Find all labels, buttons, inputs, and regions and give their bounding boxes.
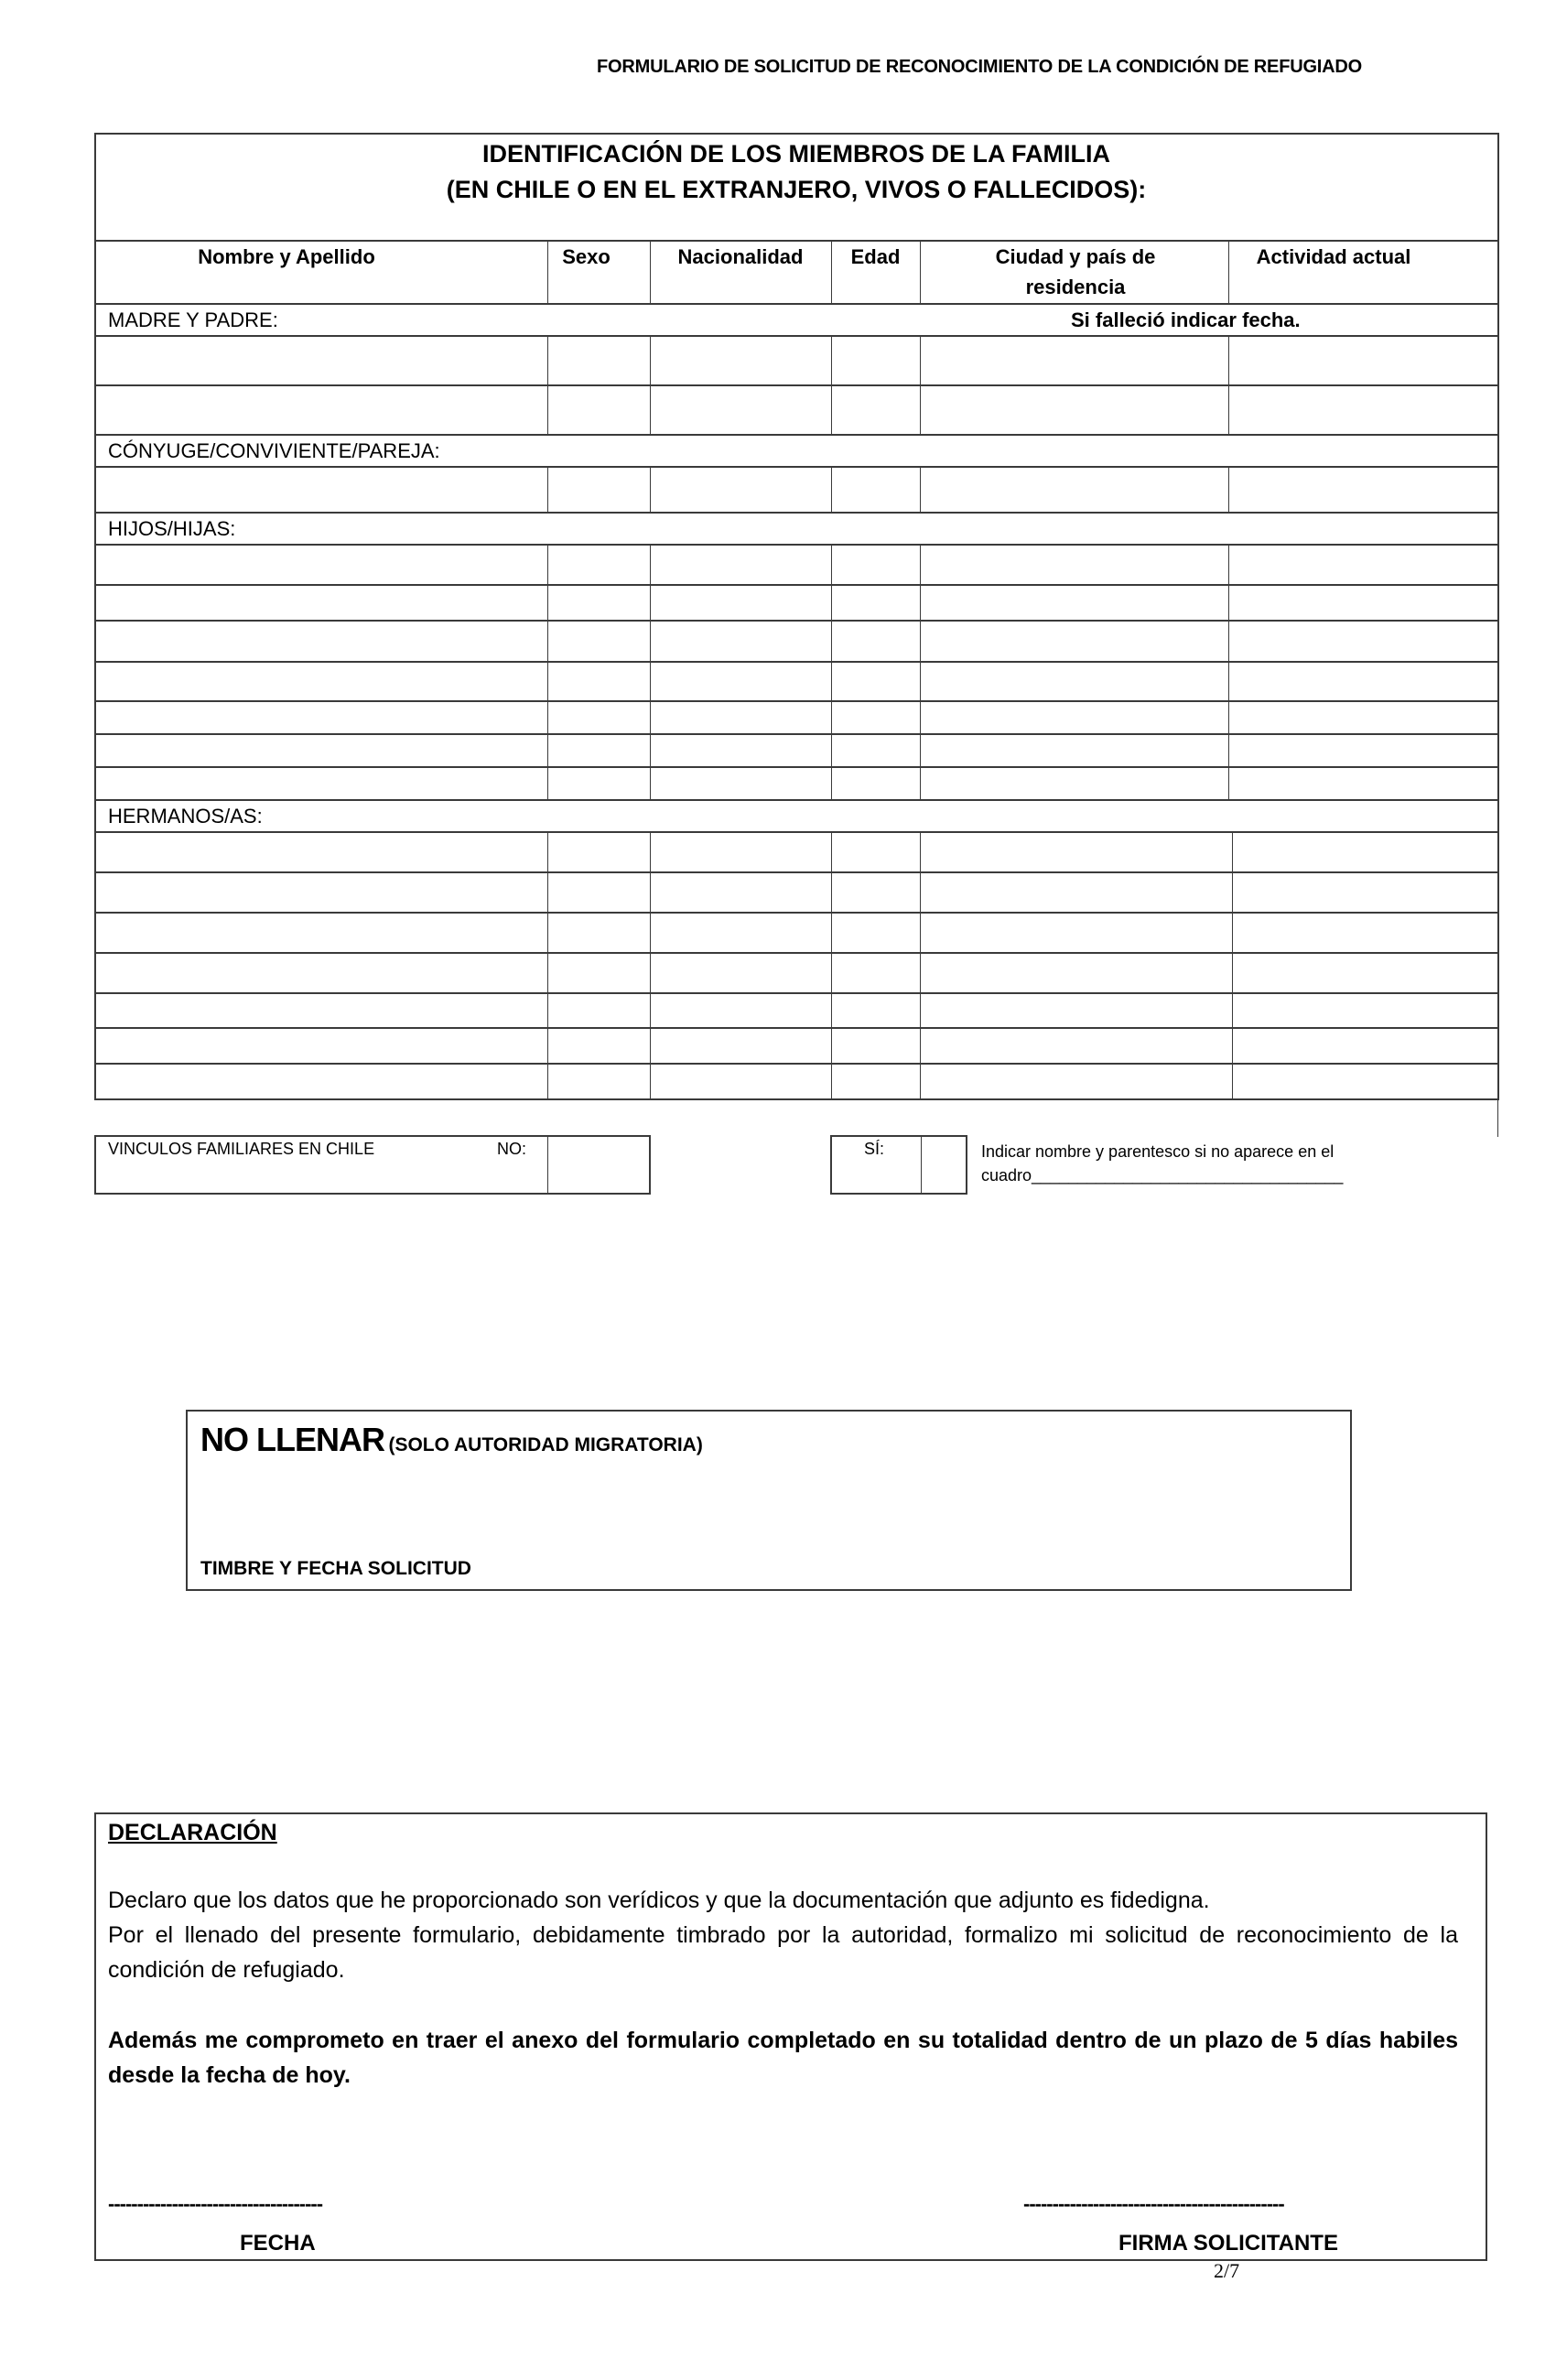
declaration-body [108, 1883, 1458, 1987]
section-children-label: HIJOS/HIJAS: [108, 517, 236, 540]
no-checkbox[interactable] [549, 1137, 649, 1193]
declaration-paragraph-1: Declaro que los datos que he proporcionado son verídicos y que la documentación que adjunto es fidedigna. [108, 1888, 1210, 1913]
section-siblings-label: HERMANOS/AS: [108, 805, 263, 828]
row-divider [94, 434, 1499, 436]
table-title: IDENTIFICACIÓN DE LOS MIEMBROS DE LA FAMILIA [482, 140, 1110, 168]
table-edge [1497, 1098, 1498, 1137]
yes-label: SÍ: [864, 1140, 885, 1158]
official-use-box [186, 1410, 1352, 1591]
sibling-row-3[interactable] [96, 914, 1497, 952]
row-divider [94, 512, 1499, 514]
form-title-header: FORMULARIO DE SOLICITUD DE RECONOCIMIENTO DE LA CONDICIÓN DE REFUGIADO [597, 57, 1363, 77]
applicant-signature-line[interactable]: --------------------------------------------- [1023, 2192, 1284, 2215]
parent-row-2[interactable] [96, 386, 1497, 434]
family-ties-label: VINCULOS FAMILIARES EN CHILE [108, 1140, 375, 1158]
child-row-7[interactable] [96, 768, 1497, 799]
col-divider [921, 1135, 922, 1195]
table-subtitle: (EN CHILE O EN EL EXTRANJERO, VIVOS O FALLECIDOS): [446, 176, 1147, 203]
parent-row-1[interactable] [96, 337, 1497, 384]
col-divider [920, 240, 921, 303]
date-label: FECHA [240, 2231, 316, 2256]
sibling-row-7[interactable] [96, 1065, 1497, 1098]
yes-checkbox[interactable] [923, 1137, 966, 1193]
ties-instruction-line2 [981, 1163, 1343, 1187]
col-header-activity: Actividad actual [1256, 245, 1411, 268]
col-header-name: Nombre y Apellido [198, 245, 375, 268]
date-signature-line[interactable]: ------------------------------------- [108, 2192, 323, 2215]
deceased-date-note: Si falleció indicar fecha. [1071, 308, 1301, 331]
col-header-nationality: Nacionalidad [677, 245, 804, 268]
section-spouse-label: CÓNYUGE/CONVIVIENTE/PAREJA: [108, 439, 440, 462]
section-parents-label: MADRE Y PADRE: [108, 308, 278, 331]
child-row-1[interactable] [96, 546, 1497, 584]
child-row-2[interactable] [96, 586, 1497, 620]
do-not-fill-title: NO LLENAR [200, 1421, 384, 1458]
col-divider [547, 1135, 548, 1195]
sibling-row-2[interactable] [96, 873, 1497, 912]
row-divider [94, 303, 1499, 305]
sibling-row-1[interactable] [96, 833, 1497, 871]
child-row-6[interactable] [96, 735, 1497, 766]
sibling-row-6[interactable] [96, 1029, 1497, 1063]
relatives-blank-field[interactable]: __________________________________ [1032, 1166, 1344, 1185]
col-header-residence: Ciudad y país de residencia [995, 245, 1156, 298]
applicant-signature-label: FIRMA SOLICITANTE [1118, 2231, 1338, 2256]
no-label: NO: [497, 1140, 527, 1158]
page-number: 2/7 [1214, 2259, 1240, 2282]
declaration-commitment: Además me comprometo en traer el anexo del formulario completado en su totalidad dentro de un plazo de 5 días habiles desde la fecha de hoy. [108, 2028, 1458, 2088]
child-row-5[interactable] [96, 702, 1497, 733]
row-divider [94, 799, 1499, 801]
stamp-date-label: TIMBRE Y FECHA SOLICITUD [200, 1558, 471, 1579]
child-row-4[interactable] [96, 663, 1497, 700]
sibling-row-4[interactable] [96, 954, 1497, 992]
sibling-row-5[interactable] [96, 994, 1497, 1027]
spouse-row[interactable] [96, 468, 1497, 512]
ties-instruction: Indicar nombre y parentesco si no aparece en el [981, 1142, 1334, 1161]
col-header-sex: Sexo [562, 245, 611, 268]
authority-only-subtitle: (SOLO AUTORIDAD MIGRATORIA) [388, 1434, 703, 1455]
declaration-paragraph-2: Por el llenado del presente formulario, debidamente timbrado por la autoridad, formalizo mi solicitud de reconocimiento de la condición de refugiado. [108, 1922, 1458, 1983]
col-header-age: Edad [850, 245, 901, 268]
official-use-heading [200, 1421, 703, 1459]
cuadro-label: cuadro [981, 1166, 1032, 1185]
declaration-heading: DECLARACIÓN [108, 1820, 277, 1845]
child-row-3[interactable] [96, 622, 1497, 661]
